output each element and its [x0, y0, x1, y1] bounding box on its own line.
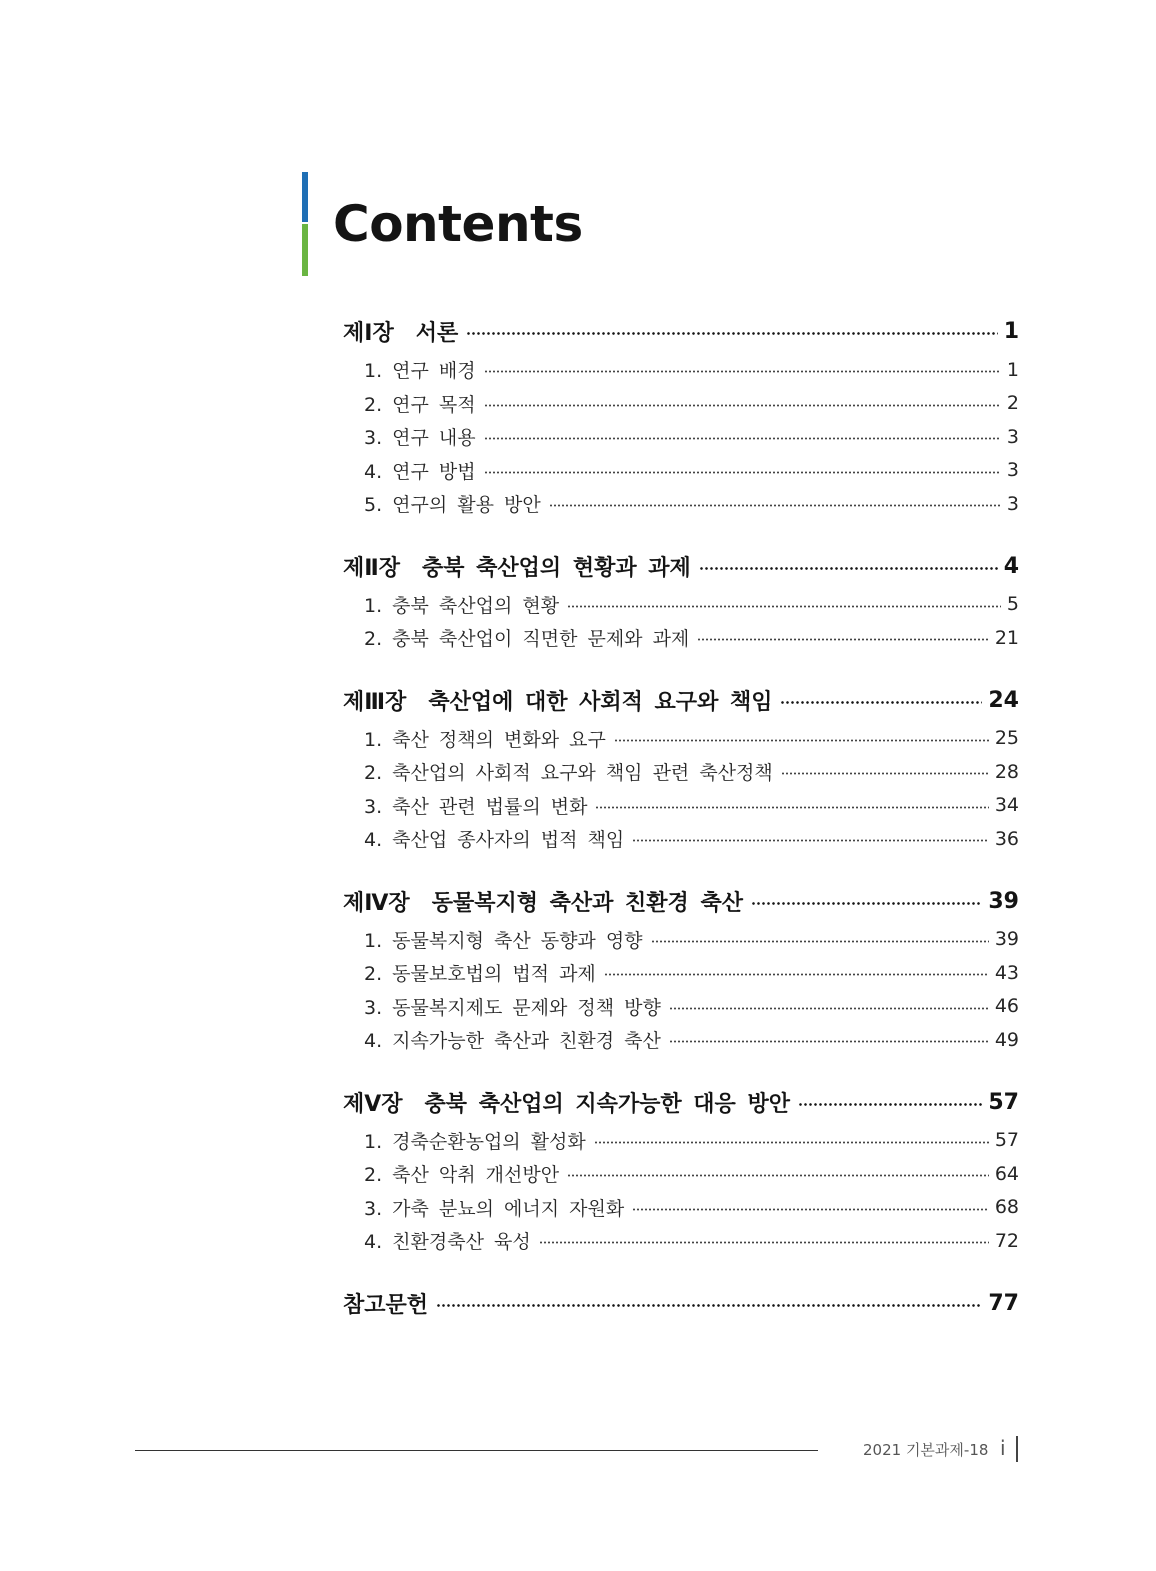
toc-dot-leader: [567, 1174, 989, 1177]
toc-section-label: 2. 충북 축산업이 직면한 문제와 과제: [364, 628, 690, 651]
toc-dot-leader: [751, 902, 982, 905]
toc-chapter-row[interactable]: [343, 310, 1019, 353]
toc-section-label: 2. 연구 목적: [364, 393, 476, 416]
toc-dot-leader: [697, 638, 989, 641]
toc-chapter-label: [343, 1288, 428, 1319]
toc-section-page: 39: [994, 928, 1019, 951]
toc-section-label: 3. 연구 내용: [364, 427, 476, 450]
toc-section-row[interactable]: [343, 1124, 1019, 1158]
toc-section-label: 2. 축산업의 사회적 요구와 책임 관련 축산정책: [364, 762, 773, 785]
toc-chapter-label: [343, 551, 691, 582]
toc-section-label: 3. 동물복지제도 문제와 정책 방향: [364, 996, 661, 1019]
toc-section-row[interactable]: [343, 990, 1019, 1024]
toc-dot-leader: [632, 1208, 989, 1211]
toc-dot-leader: [484, 471, 1001, 474]
toc-chapter: [343, 880, 1019, 1057]
toc-section-page: 25: [994, 727, 1019, 750]
toc-section-row[interactable]: [343, 420, 1019, 454]
toc-chapter-row[interactable]: [343, 679, 1019, 722]
toc-chapter-page: 39: [988, 888, 1019, 914]
toc-chapter: [343, 310, 1019, 521]
toc-dot-leader: [780, 701, 982, 704]
toc-section-row[interactable]: [343, 789, 1019, 823]
toc-section-label: 4. 친환경축산 육성: [364, 1231, 531, 1254]
title-accent-bar: [302, 172, 308, 276]
toc-chapter-title: 서론: [415, 321, 459, 346]
toc-dot-leader: [669, 1040, 989, 1043]
toc-chapter-title: 충북 축산업의 현황과 과제: [422, 555, 691, 581]
toc-section-label: 1. 충북 축산업의 현황: [364, 594, 560, 617]
toc-section-page: 3: [1006, 425, 1019, 448]
toc-section-label: 1. 경축순환농업의 활성화: [364, 1130, 586, 1153]
toc-chapter-row[interactable]: [343, 1081, 1019, 1124]
toc-dot-leader: [549, 504, 1001, 507]
toc-dot-leader: [632, 839, 989, 842]
toc-section-row[interactable]: [343, 1224, 1019, 1258]
toc-chapter-page: 57: [988, 1089, 1019, 1115]
toc-section-page: 43: [994, 961, 1019, 984]
toc-section-page: 1: [1006, 358, 1019, 381]
toc-chapter-number: 제Ⅰ장: [343, 321, 394, 346]
toc-dot-leader: [699, 567, 998, 570]
toc-section-row[interactable]: [343, 1157, 1019, 1191]
toc-chapter-title: 충북 축산업의 지속가능한 대응 방안: [424, 1091, 790, 1117]
toc-section-row[interactable]: [343, 454, 1019, 488]
toc-section-row[interactable]: [343, 621, 1019, 655]
toc-section-row[interactable]: [343, 1191, 1019, 1225]
toc-section-label: 4. 축산업 종사자의 법적 책임: [364, 829, 625, 852]
toc-section-page: 3: [1006, 459, 1019, 482]
toc-section-page: 5: [1006, 593, 1019, 616]
toc-section-label: 2. 축산 악취 개선방안: [364, 1164, 560, 1187]
toc-section-page: 21: [994, 626, 1019, 649]
toc-section-page: 57: [994, 1129, 1019, 1152]
toc-section-page: 72: [994, 1229, 1019, 1252]
toc-section-label: 4. 연구 방법: [364, 460, 476, 483]
toc-dot-leader: [484, 370, 1001, 373]
toc-chapter-row[interactable]: [343, 880, 1019, 923]
toc-chapter-label: [343, 1087, 790, 1118]
toc-chapter-title: 참고문헌: [343, 1292, 429, 1318]
toc-section-row[interactable]: [343, 822, 1019, 856]
toc-dot-leader: [669, 1007, 989, 1010]
toc-section-row[interactable]: [343, 956, 1019, 990]
toc-chapter-label: [343, 886, 743, 917]
toc-dot-leader: [436, 1304, 982, 1307]
toc-chapter-row[interactable]: [343, 545, 1019, 588]
toc-chapter: [343, 1081, 1019, 1258]
toc-section-row[interactable]: [343, 923, 1019, 957]
toc-section-label: 5. 연구의 활용 방안: [364, 494, 541, 517]
table-of-contents: [343, 310, 1019, 1349]
toc-chapter-title: 동물복지형 축산과 친환경 축산: [431, 890, 743, 916]
toc-section-row[interactable]: [343, 755, 1019, 789]
toc-section-page: 36: [994, 827, 1019, 850]
toc-chapter: [343, 545, 1019, 655]
toc-section-page: 28: [994, 760, 1019, 783]
toc-section-label: 4. 지속가능한 축산과 친환경 축산: [364, 1030, 661, 1053]
toc-dot-leader: [466, 332, 997, 335]
footer-divider: [1016, 1436, 1018, 1462]
toc-section-label: 1. 축산 정책의 변화와 요구: [364, 728, 606, 751]
toc-chapter-page: 24: [988, 687, 1019, 713]
toc-section-page: 34: [994, 794, 1019, 817]
toc-chapter-page: 1: [1003, 319, 1019, 344]
toc-section-page: 49: [994, 1028, 1019, 1051]
footer-report-label: 2021 기본과제-18: [863, 1441, 989, 1459]
toc-dot-leader: [594, 1141, 989, 1144]
toc-section-page: 2: [1006, 392, 1019, 415]
toc-chapter-number: 제Ⅴ장: [343, 1091, 403, 1117]
toc-chapter-page: 77: [988, 1290, 1019, 1316]
toc-section-page: 68: [994, 1196, 1019, 1219]
toc-dot-leader: [798, 1103, 982, 1106]
toc-dot-leader: [604, 973, 989, 976]
toc-section-page: 46: [994, 995, 1019, 1018]
toc-section-row[interactable]: [343, 1023, 1019, 1057]
toc-section-row[interactable]: [343, 487, 1019, 521]
toc-dot-leader: [781, 772, 989, 775]
toc-section-row[interactable]: [343, 722, 1019, 756]
toc-section-page: 3: [1006, 492, 1019, 515]
toc-chapter: [343, 679, 1019, 856]
toc-section-row[interactable]: [343, 353, 1019, 387]
toc-chapter-label: [343, 685, 772, 716]
page-title: Contents: [333, 195, 583, 253]
toc-section-label: 2. 동물보호법의 법적 과제: [364, 963, 596, 986]
title-accent-green: [302, 224, 308, 276]
toc-chapter-title: 축산업에 대한 사회적 요구와 책임: [428, 689, 773, 715]
toc-section-label: 1. 동물복지형 축산 동향과 영향: [364, 929, 643, 952]
toc-dot-leader: [651, 940, 989, 943]
title-accent-blue: [302, 172, 308, 222]
footer-page-number: i: [1000, 1436, 1006, 1460]
footer-rule: [135, 1450, 818, 1451]
toc-dot-leader: [539, 1241, 989, 1244]
toc-chapter-label: [343, 316, 458, 347]
toc-section-row[interactable]: [343, 387, 1019, 421]
toc-chapter-number: 제Ⅱ장: [343, 555, 400, 581]
toc-section-row[interactable]: [343, 588, 1019, 622]
toc-dot-leader: [595, 806, 988, 809]
toc-chapter-row[interactable]: [343, 1282, 1019, 1325]
toc-section-label: 3. 축산 관련 법률의 변화: [364, 795, 588, 818]
toc-dot-leader: [484, 404, 1001, 407]
toc-section-page: 64: [994, 1162, 1019, 1185]
toc-dot-leader: [567, 605, 1001, 608]
toc-chapter-number: 제Ⅳ장: [343, 890, 410, 916]
toc-dot-leader: [484, 437, 1001, 440]
toc-chapter: [343, 1282, 1019, 1325]
toc-chapter-page: 4: [1003, 553, 1019, 579]
toc-section-label: 3. 가축 분뇨의 에너지 자원화: [364, 1197, 625, 1220]
toc-chapter-number: 제Ⅲ장: [343, 689, 407, 715]
toc-section-label: 1. 연구 배경: [364, 360, 476, 383]
toc-dot-leader: [614, 739, 989, 742]
